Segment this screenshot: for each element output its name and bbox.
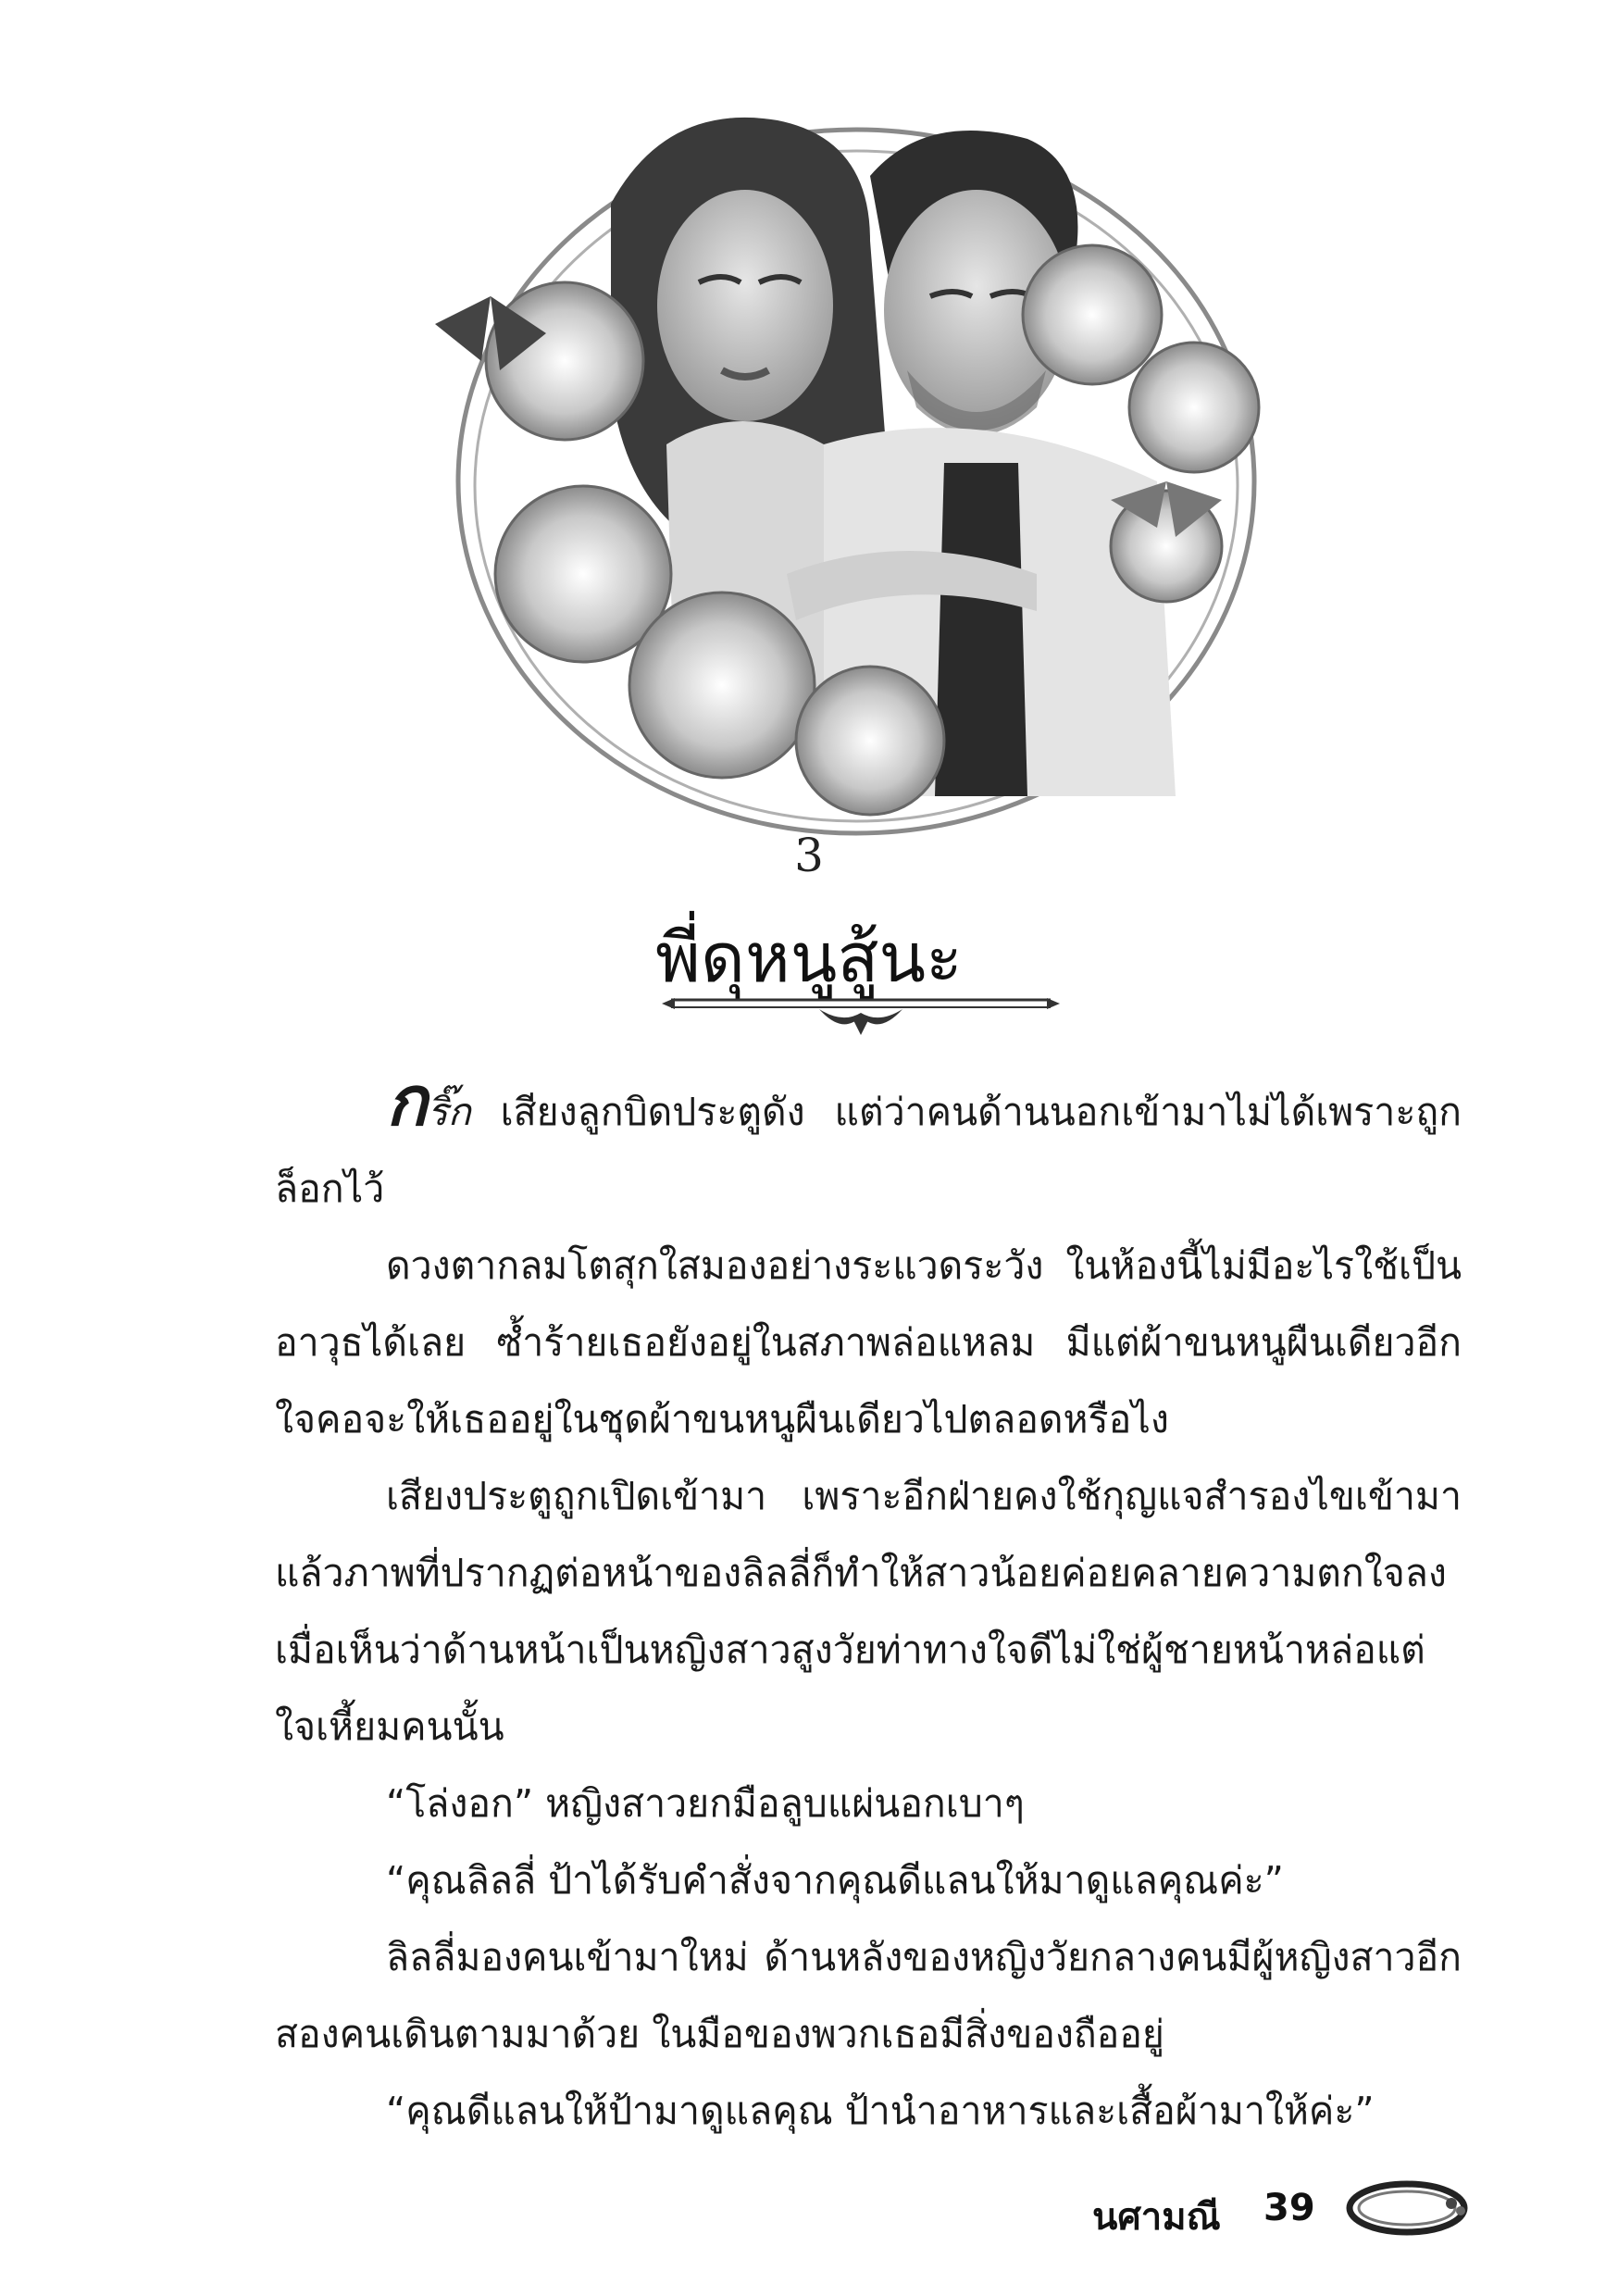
dropcap: ก [386, 1062, 428, 1142]
paragraph-4: “โล่งอก” หญิงสาวยกมือลูบแผ่นอกเบาๆ [386, 1781, 1025, 1826]
footer-author: นศามณี [1092, 2196, 1221, 2239]
page-footer [1092, 2176, 1481, 2250]
paragraph-2: ดวงตากลมโตสุกใสมองอย่างระแวดระวัง ในห้องนี้ไม่มีอะไรใช้เป็นอาวุธได้เลย ซ้ำร้ายเธอยังอยู่ในสภาพล่อแหลม มีแต่ผ้าขนหนูผืนเดียวอีกใจคอจะให้เธออยู่ในชุดผ้าขนหนูผืนเดียวไปตลอดหรือไง [275, 1243, 1462, 1441]
dropcap-rest: ริ๊ก [427, 1090, 471, 1134]
paragraph-1-text: เสียงลูกบิดประตูดัง แต่ว่าคนด้านนอกเข้ามาไม่ได้เพราะถูกล็อกไว้ [275, 1090, 1462, 1211]
bracelet-icon [1342, 2176, 1472, 2240]
page-number: 39 [1263, 2187, 1315, 2229]
paragraph-1 [275, 1062, 1462, 1228]
chapter-illustration [389, 93, 1324, 907]
paragraph-7: “คุณดีแลนให้ป้ามาดูแลคุณ ป้านำอาหารและเสื้อผ้ามาให้ค่ะ” [386, 2089, 1375, 2133]
title-divider-ornament [662, 980, 1060, 1044]
chapter-title: พี่ดุหนูสู้นะ [655, 918, 963, 998]
paragraph-6: ลิลลี่มองคนเข้ามาใหม่ ด้านหลังของหญิงวัยกลางคนมีผู้หญิงสาวอีกสองคนเดินตามมาด้วย ในมือของพวกเธอมีสิ่งของถืออยู่ [275, 1935, 1462, 2056]
chapter-number: 3 [794, 829, 824, 882]
chapter-body [275, 1062, 1462, 2150]
paragraph-5: “คุณลิลลี่ ป้าได้รับคำสั่งจากคุณดีแลนให้มาดูแลคุณค่ะ” [386, 1858, 1284, 1903]
paragraph-3: เสียงประตูถูกเปิดเข้ามา เพราะอีกฝ่ายคงใช้กุญแจสำรองไขเข้ามาแล้วภาพที่ปรากฏต่อหน้าของลิลลี่ก็ทำให้สาวน้อยค่อยคลายความตกใจลง เมื่อเห็นว่าด้านหน้าเป็นหญิงสาวสูงวัยท่าทางใจดีไม่ใช่ผู้ชายหน้าหล่อแต่ใจเหี้ยมคนนั้น [275, 1474, 1462, 1749]
